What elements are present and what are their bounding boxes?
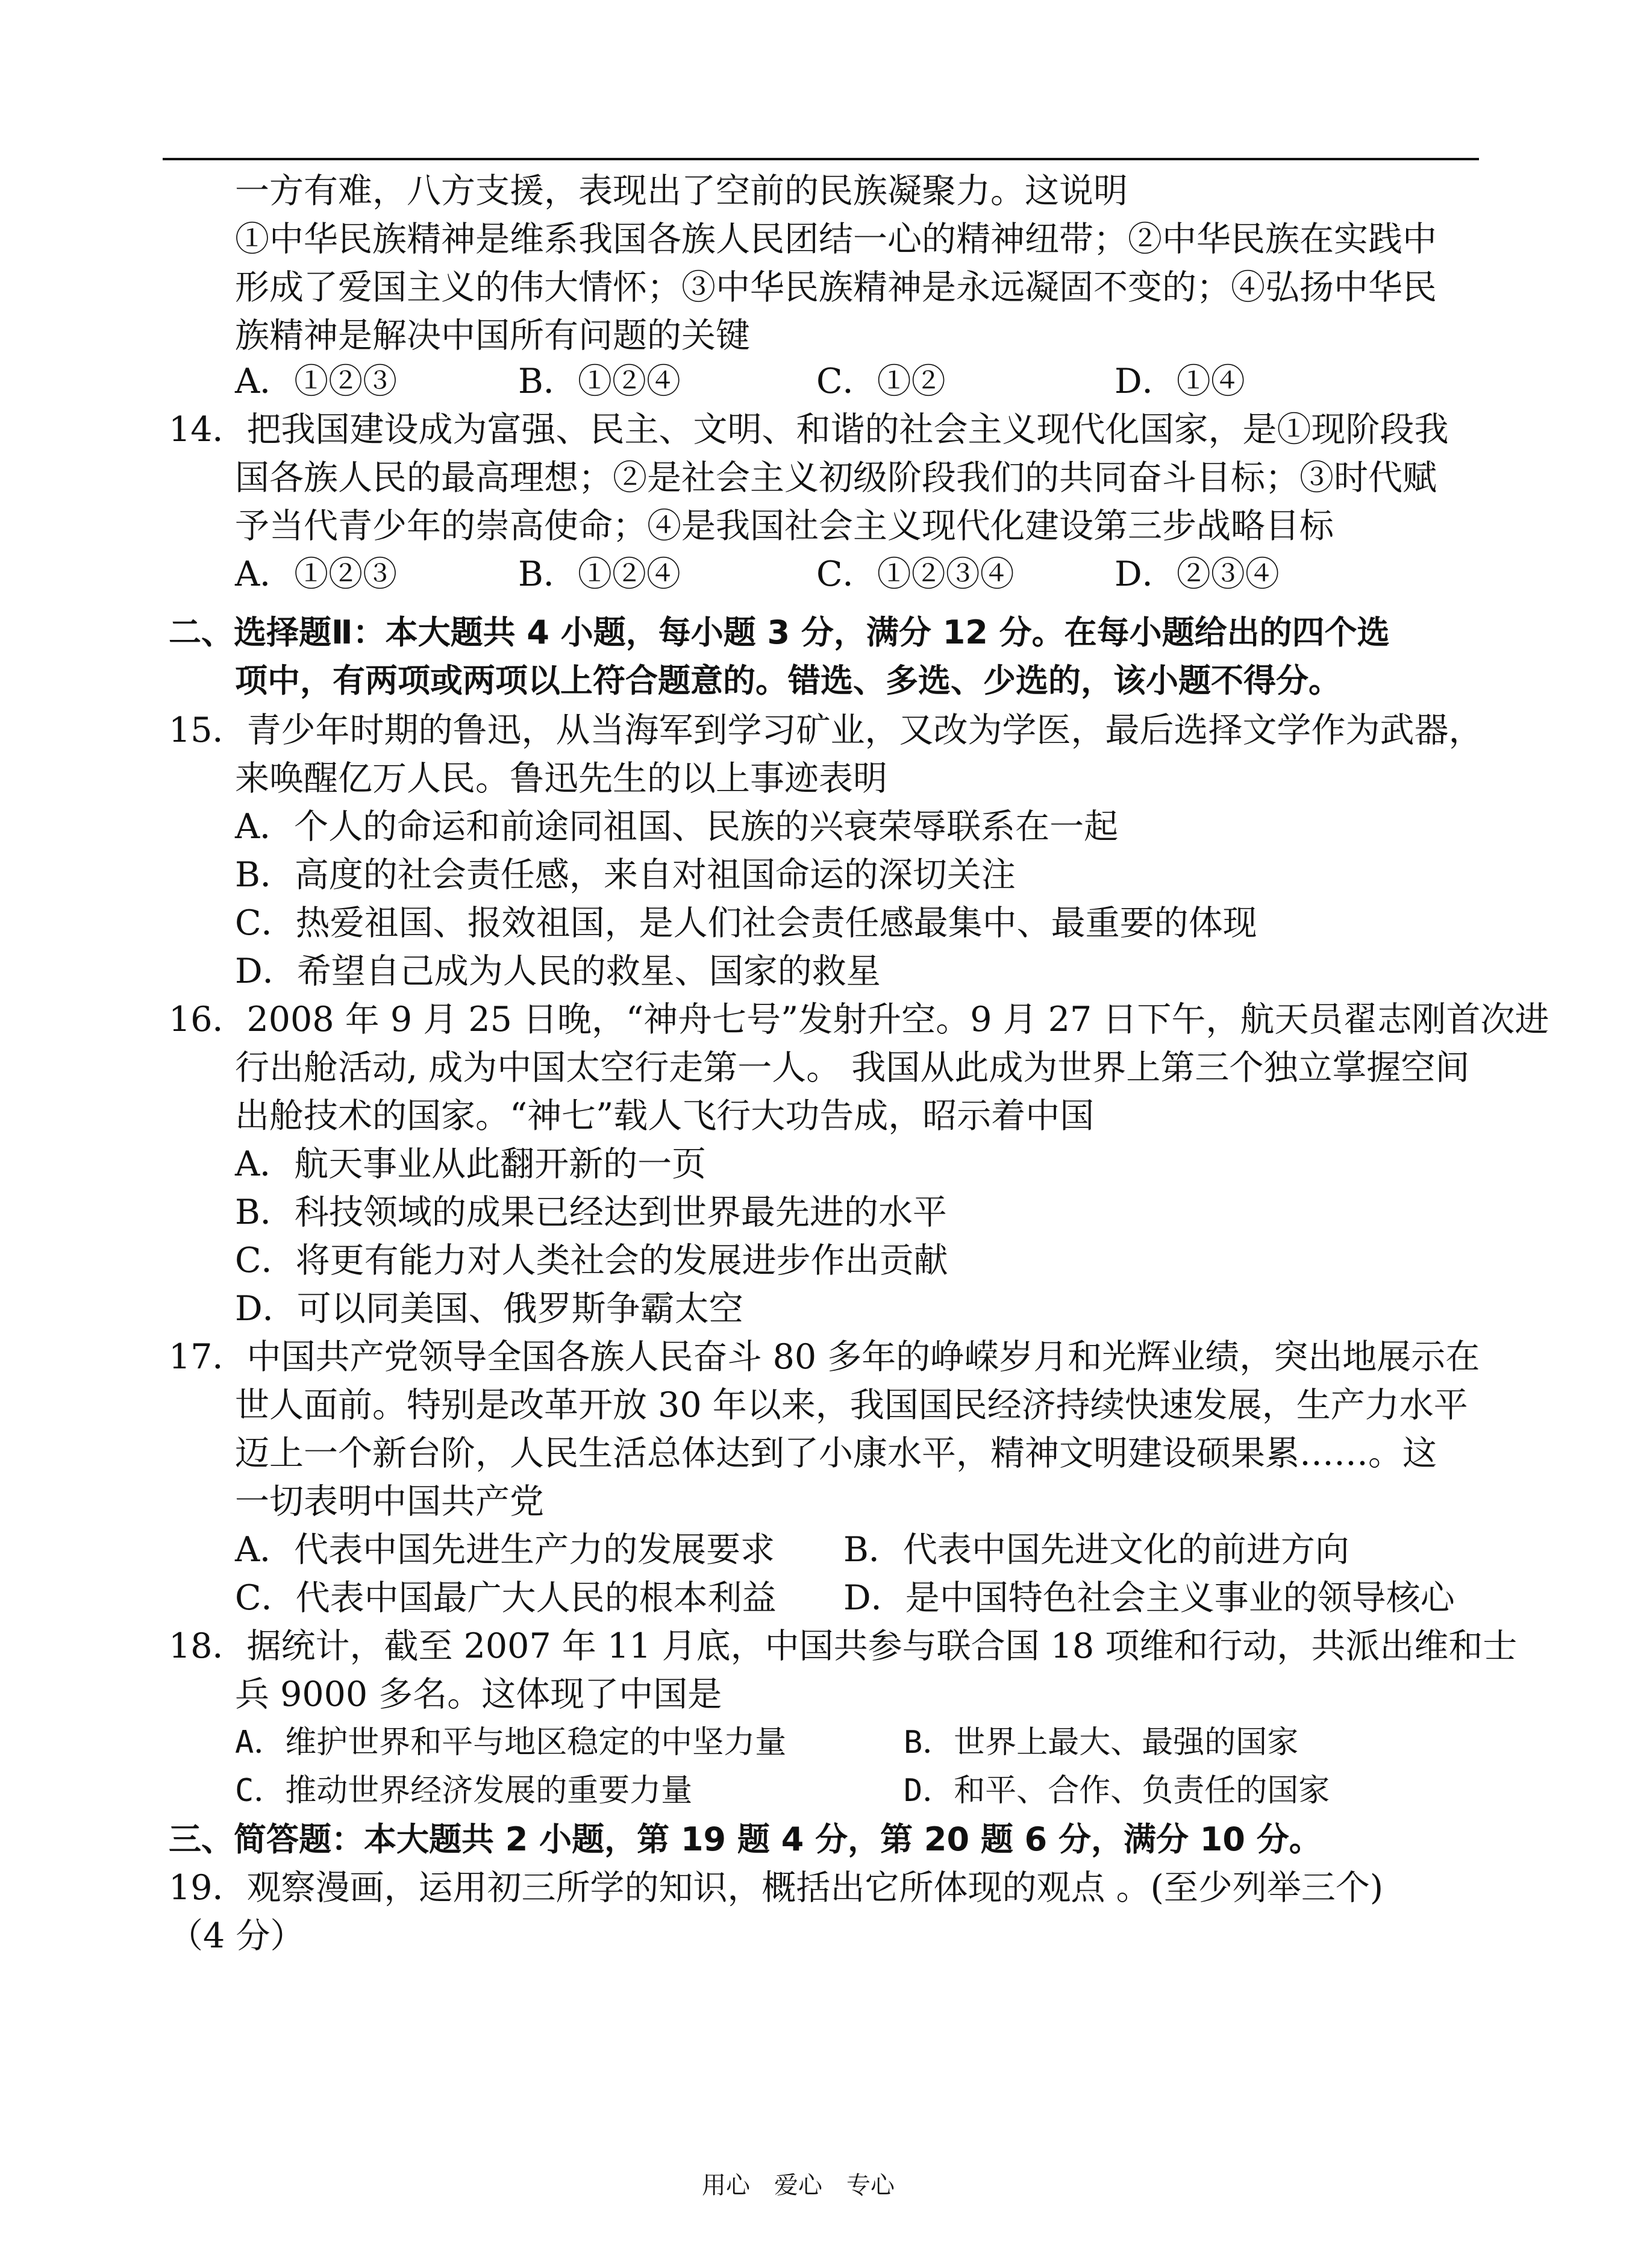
q18-option-d: D．和平、合作、负责任的国家 [904,1773,1330,1809]
q13-option-a: A．①②③ [235,362,398,401]
q15-option-c: C．热爱祖国、报效祖国，是人们社会责任感最集中、最重要的体现 [235,903,1257,943]
q16-option-c: C．将更有能力对人类社会的发展进步作出贡献 [235,1241,948,1280]
header-rule [163,158,1479,160]
section-3-heading: 三、简答题：本大题共 2 小题，第 19 题 4 分，第 20 题 6 分，满分 10 分。 [169,1820,1322,1858]
q14-stem-line: 予当代青少年的崇高使命；④是我国社会主义现代化建设第三步战略目标 [235,506,1334,546]
q13-option-d: D．①④ [1114,362,1245,401]
q17-stem-line: 迈上一个新台阶，人民生活总体达到了小康水平，精神文明建设硕果累……。这 [235,1433,1437,1473]
q17-stem-line: 17．中国共产党领导全国各族人民奋斗 80 多年的峥嵘岁月和光辉业绩，突出地展示在 [169,1337,1480,1377]
section-2-heading: 项中，有两项或两项以上符合题意的。错选、多选、少选的，该小题不得分。 [235,662,1341,700]
q18-stem-line: 兵 9000 多名。这体现了中国是 [235,1674,722,1714]
q15-stem-line: 15．青少年时期的鲁迅，从当海军到学习矿业，又改为学医，最后选择文学作为武器， [169,710,1483,750]
q15-option-b: B．高度的社会责任感，来自对祖国命运的深切关注 [235,855,1016,895]
q14-option-a: A．①②③ [235,554,398,594]
q18-option-c: C．推动世界经济发展的重要力量 [235,1773,693,1809]
q14-option-b: B．①②④ [518,554,681,594]
q19-stem-line: 19．观察漫画，运用初三所学的知识，概括出它所体现的观点 。(至少列举三个) [169,1868,1384,1908]
q16-option-b: B．科技领域的成果已经达到世界最先进的水平 [235,1192,947,1232]
q16-option-d: D．可以同美国、俄罗斯争霸太空 [235,1289,743,1329]
q17-stem-line: 一切表明中国共产党 [235,1482,544,1521]
q17-option-c: C．代表中国最广大人民的根本利益 [235,1578,777,1618]
section-2-heading: 二、选择题Ⅱ：本大题共 4 小题，每小题 3 分，满分 12 分。在每小题给出的四个选 [169,613,1390,651]
q13-option-b: B．①②④ [518,362,681,401]
q13-statement-line: 族精神是解决中国所有问题的关键 [235,316,750,356]
q15-stem-line: 来唤醒亿万人民。鲁迅先生的以上事迹表明 [235,759,887,798]
q18-stem-line: 18．据统计，截至 2007 年 11 月底，中国共参与联合国 18 项维和行动，共派出维和士 [169,1626,1518,1666]
q17-option-d: D．是中国特色社会主义事业的领导核心 [843,1578,1455,1618]
q14-option-c: C．①②③④ [816,554,1014,594]
q16-option-a: A．航天事业从此翻开新的一页 [235,1144,707,1184]
q15-option-d: D．希望自己成为人民的救星、国家的救星 [235,951,881,991]
q14-stem-line: 14．把我国建设成为富强、民主、文明、和谐的社会主义现代化国家，是①现阶段我 [169,410,1449,450]
q16-stem-line: 行出舱活动, 成为中国太空行走第一人。 我国从此成为世界上第三个独立掌握空间 [235,1048,1470,1088]
q13-statement-line: 形成了爱国主义的伟大情怀；③中华民族精神是永远凝固不变的；④弘扬中华民 [235,268,1437,307]
q13-statement-line: ①中华民族精神是维系我国各族人民团结一心的精神纽带；②中华民族在实践中 [235,219,1437,259]
q18-option-b: B．世界上最大、最强的国家 [904,1724,1299,1761]
q19-score: （4 分） [169,1916,305,1956]
q17-option-a: A．代表中国先进生产力的发展要求 [235,1530,775,1570]
q14-stem-line: 国各族人民的最高理想；②是社会主义初级阶段我们的共同奋斗目标；③时代赋 [235,458,1437,498]
q15-option-a: A．个人的命运和前途同祖国、民族的兴衰荣辱联系在一起 [235,807,1119,847]
q13-stem-line: 一方有难，八方支援，表现出了空前的民族凝聚力。这说明 [235,171,1128,211]
q17-stem-line: 世人面前。特别是改革开放 30 年以来，我国国民经济持续快速发展，生产力水平 [235,1385,1468,1425]
q18-option-a: A．维护世界和平与地区稳定的中坚力量 [235,1724,787,1761]
q16-stem-line: 16．2008 年 9 月 25 日晚，“神舟七号”发射升空。9 月 27 日下午，航天员翟志刚首次进 [169,1000,1549,1039]
q17-option-b: B．代表中国先进文化的前进方向 [843,1530,1349,1570]
q16-stem-line: 出舱技术的国家。“神七”载人飞行大功告成，昭示着中国 [235,1096,1095,1136]
q14-option-d: D．②③④ [1114,554,1280,594]
q13-option-c: C．①② [816,362,946,401]
page-footer: 用心 爱心 专心 [702,2172,895,2199]
